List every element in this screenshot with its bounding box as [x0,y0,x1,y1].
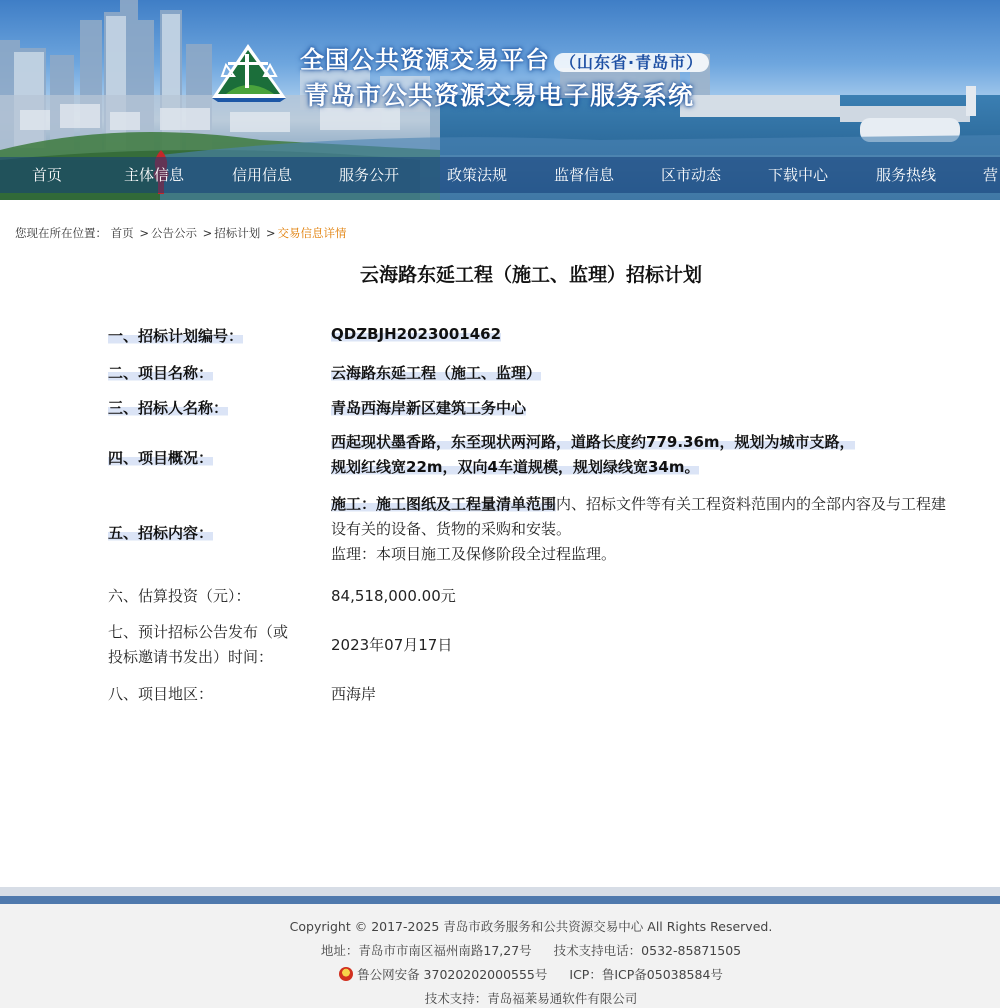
content-construction: 施工：施工图纸及工程量清单范围内、招标文件等有关工程资料范围内的全部内容及与工程建设有关的设备、货物的采购和安装。 [331,495,947,538]
footer-copyright: Copyright © 2017-2025 青岛市政务服务和公共资源交易中心 All Rights Reserved. [289,919,773,934]
platform-region: （山东省·青岛市） [554,53,709,72]
row-label-overview: 四、项目概况： [108,449,214,467]
footer-accent-bar [0,896,1000,904]
header-banner [0,0,1000,200]
row-value-region: 西海岸 [331,685,377,703]
footer-registration [0,965,1000,983]
row-label-investment: 六、估算投资（元）： [108,587,251,605]
row-value-tenderer: 青岛西海岸新区建筑工务中心 [331,399,527,417]
platform-logo [208,40,290,102]
overview-line-2: 规划红线宽22m，双向4车道规模，规划绿线宽34m。 [331,458,700,476]
nav-item-downloads[interactable]: 下载中心 [768,166,829,184]
nav-item-subject-info[interactable]: 主体信息 [124,166,185,184]
row-value-overview [331,430,855,480]
breadcrumb-bidding-plan[interactable]: 招标计划 [214,226,261,240]
main-nav [0,157,1000,193]
breadcrumb-announcements[interactable]: 公告公示 [150,226,197,240]
system-title: 青岛市公共资源交易电子服务系统 [304,81,695,110]
nav-item-hotline[interactable]: 服务热线 [876,166,937,184]
row-label-plan-number: 一、招标计划编号： [108,327,244,345]
row-value-publish-time: 2023年07月17日 [331,636,453,654]
footer-icp[interactable]: ICP：鲁ICP备05038584号 [569,967,723,982]
footer-tech-support: 技术支持：青岛福莱易通软件有限公司 [424,991,638,1006]
row-label-publish-time: 七、预计招标公告发布（或 投标邀请书发出）时间： [108,623,289,666]
nav-item-home[interactable]: 首页 [32,166,63,184]
row-label-project-name: 二、项目名称： [108,364,214,382]
nav-item-district-news[interactable]: 区市动态 [661,166,722,184]
footer-divider [0,887,1000,896]
page-title: 云海路东延工程（施工、监理）招标计划 [359,264,702,286]
nav-item-supervision[interactable]: 监督信息 [554,166,615,184]
footer-police-record[interactable]: 鲁公网安备 37020202000555号 [357,967,548,982]
overview-line-1: 西起现状墨香路，东至现状两河路，道路长度约779.36m，规划为城市支路， [331,433,855,451]
nav-item-policies[interactable]: 政策法规 [447,166,508,184]
nav-item-more[interactable]: 营 [983,166,999,184]
footer-phone: 技术支持电话：0532-85871505 [553,943,742,958]
breadcrumb-home[interactable]: 首页 [110,226,134,240]
footer-contact [0,941,1000,959]
platform-title-text: 全国公共资源交易平台 [300,46,550,74]
footer [0,904,1000,1008]
police-badge-icon [339,967,353,981]
row-value-plan-number: QDZBJH2023001462 [331,325,502,343]
row-value-investment: 84,518,000.00元 [331,587,456,605]
platform-title [300,40,709,75]
nav-item-credit-info[interactable]: 信用信息 [232,166,293,184]
row-label-region: 八、项目地区： [108,685,214,703]
content-supervision: 监理：本项目施工及保修阶段全过程监理。 [331,545,617,563]
row-value-project-name: 云海路东延工程（施工、监理） [331,364,542,382]
row-value-content [331,492,956,567]
breadcrumb-current: 交易信息详情 [277,226,347,240]
breadcrumb: 您现在所在位置： 首页 > 公告公示 > 招标计划 > 交易信息详情 [15,226,347,240]
row-label-tenderer: 三、招标人名称： [108,399,229,417]
breadcrumb-prefix: 您现在所在位置： [15,226,107,240]
row-label-content: 五、招标内容： [108,524,214,542]
footer-address: 地址：青岛市市南区福州南路17,27号 [320,943,532,958]
nav-item-service-public[interactable]: 服务公开 [339,166,400,184]
